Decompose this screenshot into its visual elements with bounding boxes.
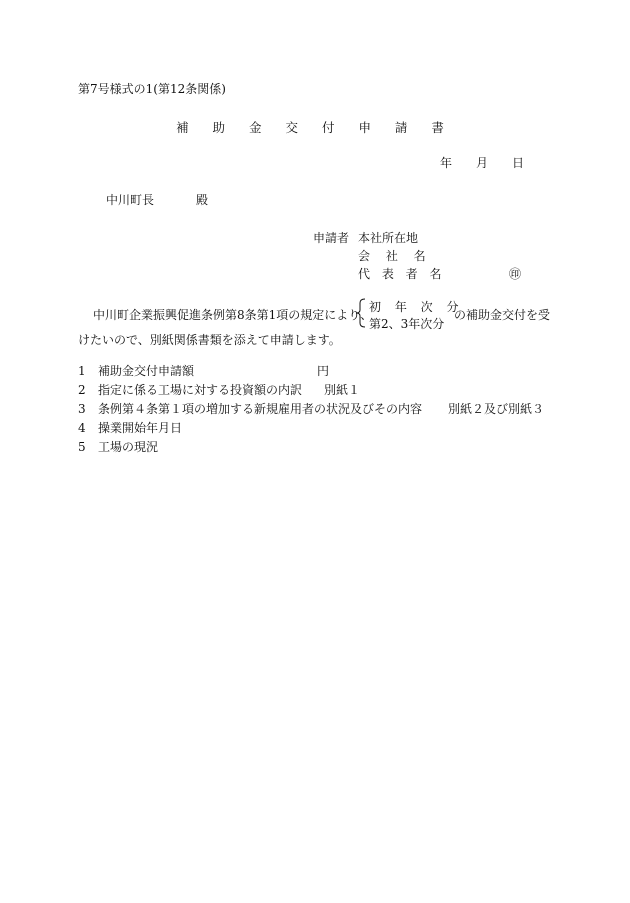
- item-list: [78, 365, 544, 460]
- item-label: 操業開始年月日: [98, 421, 183, 435]
- item-number: 5: [78, 440, 86, 454]
- list-item: [78, 384, 544, 403]
- list-item: [78, 403, 544, 422]
- item-label: 補助金交付申請額: [98, 364, 195, 378]
- list-item: [78, 422, 544, 441]
- addressee-honorific: 殿: [196, 193, 209, 207]
- document-title: 補 助 金 交 付 申 請 書: [176, 120, 454, 135]
- option-second-third-year: 第2、3年次分: [369, 317, 445, 331]
- applicant-address-label: 本社所在地: [358, 231, 419, 245]
- item-note: 別紙１: [324, 383, 361, 397]
- item-number: 3: [78, 402, 86, 416]
- date-month: 月: [476, 156, 489, 170]
- item-note: 円: [317, 364, 330, 378]
- item-label: 指定に係る工場に対する投資額の内訳: [98, 383, 303, 397]
- body-line1-before: 中川町企業振興促進条例第8条第1項の規定により、: [93, 308, 373, 322]
- item-label: 条例第４条第１項の増加する新規雇用者の状況及びその内容: [98, 402, 423, 416]
- date-line: [440, 157, 524, 169]
- addressee: [106, 194, 208, 206]
- applicant-label: 申請者: [313, 231, 350, 245]
- option-first-year: 初 年 次 分: [369, 300, 464, 314]
- item-number: 2: [78, 383, 86, 397]
- list-item: [78, 365, 544, 384]
- applicant-company-label: 会 社 名: [358, 249, 432, 263]
- brace-icon: [355, 298, 367, 328]
- body-line2: けたいので、別紙関係書類を添えて申請します。: [78, 333, 341, 347]
- item-number: 4: [78, 421, 86, 435]
- body-line1-after: の補助金交付を受: [454, 308, 551, 322]
- list-item: [78, 441, 544, 460]
- addressee-name: 中川町長: [106, 193, 155, 207]
- form-number: 第7号様式の1(第12条関係): [78, 82, 226, 96]
- seal-mark: ㊞: [509, 267, 522, 281]
- item-label: 工場の現況: [98, 440, 159, 454]
- item-note: 別紙２及び別紙３: [448, 402, 545, 416]
- item-number: 1: [78, 364, 86, 378]
- date-day: 日: [512, 156, 525, 170]
- date-year: 年: [440, 156, 453, 170]
- applicant-representative-label: 代 表 者 名: [358, 267, 446, 281]
